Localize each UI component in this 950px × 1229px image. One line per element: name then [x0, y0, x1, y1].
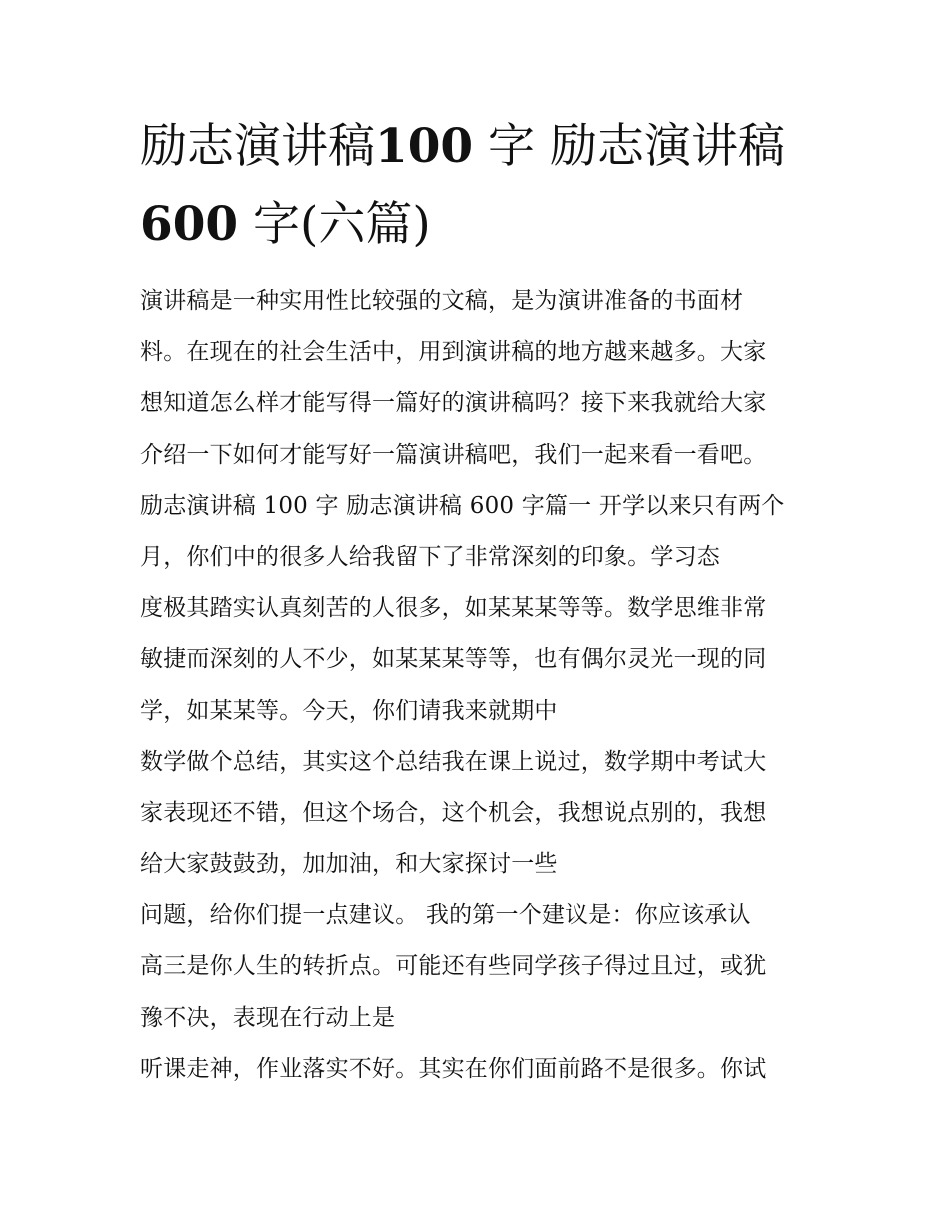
body-line: 月，你们中的很多人给我留下了非常深刻的印象。学习态 — [140, 543, 720, 570]
body-line: 励志演讲稿 100 字 励志演讲稿 600 字篇一 开学以来只有两个 — [140, 492, 785, 519]
body-line: 给大家鼓鼓劲，加加油，和大家探讨一些 — [140, 851, 558, 878]
title-line-2 — [140, 186, 830, 264]
body-line: 演讲稿是一种实用性比较强的文稿，是为演讲准备的书面材 — [140, 288, 744, 314]
body-line: 想知道怎么样才能写得一篇好的演讲稿吗？接下来我就给大家 — [140, 390, 767, 417]
body-line: 度极其踏实认真刻苦的人很多，如某某某等等。数学思维非常 — [140, 595, 767, 622]
document-title — [140, 108, 830, 264]
body-line: 豫不决，表现在行动上是 — [140, 1004, 396, 1031]
body-line: 家表现还不错，但这个场合，这个机会，我想说点别的，我想 — [140, 799, 767, 826]
body-line: 高三是你人生的转折点。可能还有些同学孩子得过且过，或犹 — [140, 953, 767, 980]
document-page — [140, 108, 830, 1095]
body-line: 学，如某某等。今天，你们请我来就期中 — [140, 697, 558, 724]
title-number: 100 — [375, 119, 474, 174]
body-line: 料。在现在的社会生活中，用到演讲稿的地方越来越多。大家 — [140, 339, 767, 366]
body-line: 数学做个总结，其实这个总结我在课上说过，数学期中考试大 — [140, 748, 767, 775]
title-text: 字 励志演讲稿 — [473, 119, 785, 174]
body-line: 敏捷而深刻的人不少，如某某某等等，也有偶尔灵光一现的同 — [140, 646, 767, 673]
body-line: 问题，给你们提一点建议。 我的第一个建议是：你应该承认 — [140, 902, 751, 929]
title-text: 字(六篇) — [238, 197, 431, 252]
title-line-1 — [140, 108, 830, 186]
document-body — [140, 276, 830, 1095]
body-line: 听课走神，作业落实不好。其实在你们面前路不是很多。你试 — [140, 1055, 767, 1082]
title-number: 600 — [140, 197, 239, 252]
body-line: 介绍一下如何才能写好一篇演讲稿吧，我们一起来看一看吧。 — [140, 441, 767, 468]
title-text: 励志演讲稿 — [140, 119, 375, 174]
